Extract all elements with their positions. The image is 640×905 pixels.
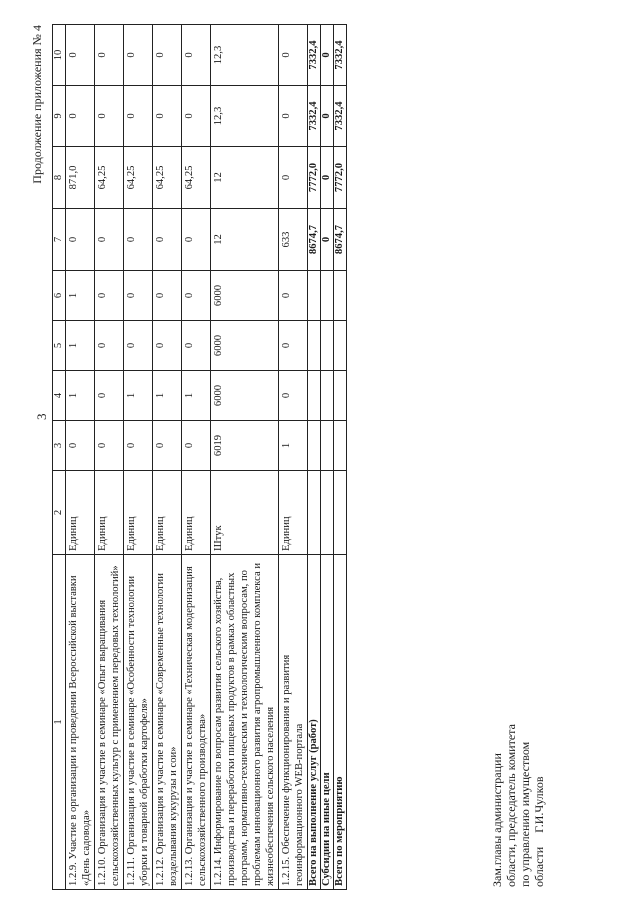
value-cell: 1 <box>66 271 95 321</box>
value-cell: 12,3 <box>211 25 279 86</box>
empty-cell <box>321 321 334 371</box>
total-value-cell: 0 <box>321 25 334 86</box>
table-row <box>211 25 279 890</box>
value-cell: 0 <box>95 86 124 147</box>
value-cell: 0 <box>279 271 308 321</box>
value-cell: 0 <box>153 421 182 471</box>
value-cell: 0 <box>95 371 124 421</box>
signatory-name: Г.И.Чулков <box>532 776 546 833</box>
value-cell: 0 <box>279 25 308 86</box>
empty-cell <box>334 421 347 471</box>
value-cell: 1 <box>66 371 95 421</box>
total-value-cell: 7332,4 <box>308 86 321 147</box>
value-cell: 1 <box>279 421 308 471</box>
value-cell: 0 <box>95 321 124 371</box>
table-row <box>279 25 308 890</box>
column-number: 9 <box>53 86 66 147</box>
value-cell: 0 <box>182 209 211 271</box>
empty-cell <box>308 271 321 321</box>
value-cell: 0 <box>182 321 211 371</box>
value-cell: 0 <box>153 209 182 271</box>
value-cell: 12 <box>211 209 279 271</box>
column-number-row <box>53 25 66 890</box>
empty-cell <box>334 471 347 555</box>
empty-cell <box>321 371 334 421</box>
value-cell: 0 <box>124 321 153 371</box>
measure-name-cell: 1.2.12. Организация и участие в семинаре «Современные технологии возделывания кукурузы и сои» <box>153 555 182 890</box>
column-number: 4 <box>53 371 66 421</box>
total-value-cell: 0 <box>321 86 334 147</box>
total-row <box>308 25 321 890</box>
measure-name-cell: 1.2.15. Обеспечение функционирования и развития геоинформационного WEB-портала <box>279 555 308 890</box>
total-label-cell: Всего по мероприятию <box>334 555 347 890</box>
unit-cell: Единиц <box>279 471 308 555</box>
total-value-cell: 7772,0 <box>308 147 321 209</box>
empty-cell <box>308 471 321 555</box>
total-value-cell: 8674,7 <box>334 209 347 271</box>
empty-cell <box>308 371 321 421</box>
signature-line <box>532 724 546 887</box>
value-cell: 64,25 <box>124 147 153 209</box>
value-cell: 0 <box>182 421 211 471</box>
measure-name-cell: 1.2.13. Организация и участие в семинаре «Техническая модернизация сельскохозяйственного производства» <box>182 555 211 890</box>
total-value-cell: 7772,0 <box>334 147 347 209</box>
value-cell: 0 <box>153 86 182 147</box>
unit-cell: Единиц <box>124 471 153 555</box>
signature-region: области <box>532 846 546 887</box>
empty-cell <box>308 321 321 371</box>
value-cell: 0 <box>124 421 153 471</box>
empty-cell <box>321 271 334 321</box>
value-cell: 871,0 <box>66 147 95 209</box>
value-cell: 6019 <box>211 421 279 471</box>
value-cell: 0 <box>66 25 95 86</box>
value-cell: 12,3 <box>211 86 279 147</box>
signature-line: Зам.главы администрации <box>490 753 504 887</box>
total-value-cell: 7332,4 <box>308 25 321 86</box>
value-cell: 0 <box>124 86 153 147</box>
unit-cell: Единиц <box>182 471 211 555</box>
empty-cell <box>334 321 347 371</box>
value-cell: 0 <box>153 271 182 321</box>
value-cell: 0 <box>182 25 211 86</box>
value-cell: 6000 <box>211 321 279 371</box>
table-row <box>182 25 211 890</box>
empty-cell <box>334 271 347 321</box>
value-cell: 0 <box>66 86 95 147</box>
value-cell: 0 <box>153 25 182 86</box>
unit-cell: Единиц <box>66 471 95 555</box>
empty-cell <box>321 421 334 471</box>
total-value-cell: 0 <box>321 147 334 209</box>
table-row <box>66 25 95 890</box>
total-label-cell: Субсидии на иные цели <box>321 555 334 890</box>
value-cell: 1 <box>182 371 211 421</box>
empty-cell <box>321 471 334 555</box>
value-cell: 0 <box>95 209 124 271</box>
value-cell: 0 <box>95 25 124 86</box>
measure-name-cell: 1.2.11. Организация и участие в семинаре «Особенности технологии уборки и товарной обработки картофеля» <box>124 555 153 890</box>
page-number: 3 <box>34 413 49 420</box>
unit-cell: Штук <box>211 471 279 555</box>
total-value-cell: 7332,4 <box>334 86 347 147</box>
column-number: 8 <box>53 147 66 209</box>
value-cell: 0 <box>124 209 153 271</box>
table-row <box>95 25 124 890</box>
value-cell: 0 <box>153 321 182 371</box>
total-value-cell: 8674,7 <box>308 209 321 271</box>
value-cell: 0 <box>124 271 153 321</box>
empty-cell <box>334 371 347 421</box>
column-number: 2 <box>53 471 66 555</box>
signature-line: области, председатель комитета <box>504 724 518 887</box>
column-number: 1 <box>53 555 66 890</box>
signature-line: по управлению имуществом <box>518 741 532 887</box>
appendix-continuation-note: Продолжение приложения № 4 <box>30 25 44 184</box>
column-number: 6 <box>53 271 66 321</box>
measure-name-cell: 1.2.9. Участие в организации и проведении Всероссийской выставки «День садовода» <box>66 555 95 890</box>
value-cell: 0 <box>182 86 211 147</box>
total-value-cell: 7332,4 <box>334 25 347 86</box>
value-cell: 0 <box>95 271 124 321</box>
signature-block <box>490 724 546 887</box>
total-value-cell: 0 <box>321 209 334 271</box>
value-cell: 0 <box>279 147 308 209</box>
table-row <box>124 25 153 890</box>
value-cell: 64,25 <box>182 147 211 209</box>
value-cell: 64,25 <box>95 147 124 209</box>
value-cell: 12 <box>211 147 279 209</box>
value-cell: 0 <box>95 421 124 471</box>
value-cell: 0 <box>279 321 308 371</box>
unit-cell: Единиц <box>153 471 182 555</box>
value-cell: 64,25 <box>153 147 182 209</box>
column-number: 7 <box>53 209 66 271</box>
value-cell: 6000 <box>211 371 279 421</box>
total-row <box>334 25 347 890</box>
value-cell: 0 <box>279 371 308 421</box>
value-cell: 1 <box>124 371 153 421</box>
value-cell: 0 <box>279 86 308 147</box>
empty-cell <box>308 421 321 471</box>
measure-name-cell: 1.2.14. Информирование по вопросам развития сельского хозяйства, производства и переработки пищевых продуктов в рамках областных программ, нормативно-техническим и технологическим вопросам, по проблемам инновационного развития агропромышленного комплекса и жизнеобеспечения сельского населения <box>211 555 279 890</box>
value-cell: 0 <box>66 421 95 471</box>
column-number: 5 <box>53 321 66 371</box>
value-cell: 1 <box>66 321 95 371</box>
measure-name-cell: 1.2.10. Организация и участие в семинаре «Опыт выращивания сельскохозяйственных культур с применением передовых технологий» <box>95 555 124 890</box>
value-cell: 0 <box>66 209 95 271</box>
unit-cell: Единиц <box>95 471 124 555</box>
table-row <box>153 25 182 890</box>
column-number: 10 <box>53 25 66 86</box>
total-row <box>321 25 334 890</box>
column-number: 3 <box>53 421 66 471</box>
measures-table <box>52 24 347 890</box>
total-label-cell: Всего на выполнение услуг (работ) <box>308 555 321 890</box>
value-cell: 0 <box>124 25 153 86</box>
value-cell: 6000 <box>211 271 279 321</box>
value-cell: 633 <box>279 209 308 271</box>
value-cell: 0 <box>182 271 211 321</box>
value-cell: 1 <box>153 371 182 421</box>
